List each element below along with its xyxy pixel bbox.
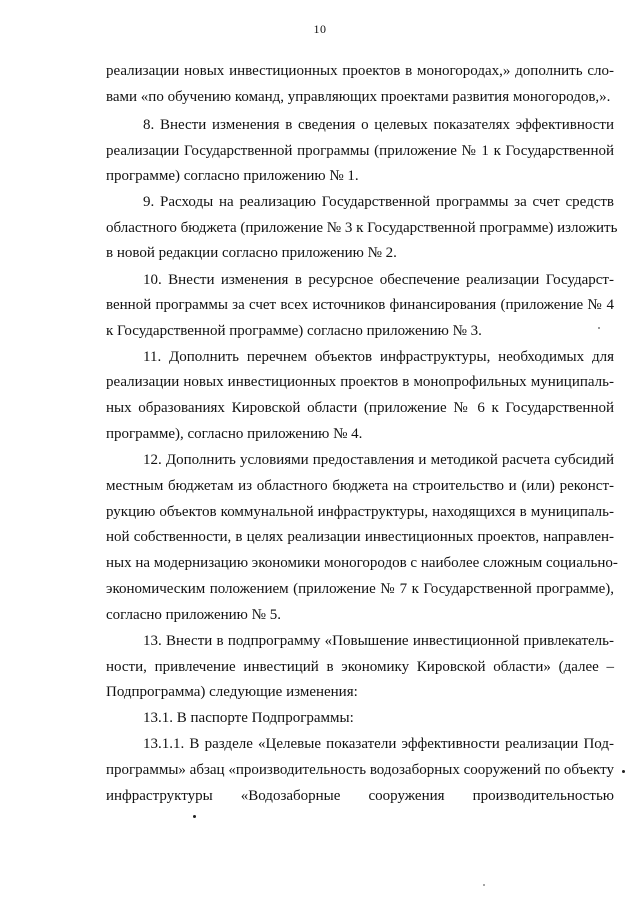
text-line: Подпрограмма) следующие изменения: [106, 684, 358, 700]
text-line: программе) согласно приложению № 1. [106, 168, 359, 184]
text-line: к Государственной программе) согласно приложению № 3. [106, 323, 482, 339]
text-line: ной собственности, в целях реализации инвестиционных проектов, направлен- [106, 529, 614, 545]
text-line: реализации Государственной программы (приложение № 1 к Государственной [106, 143, 614, 159]
text-line: областного бюджета (приложение № 3 к Государственной программе) изложить [106, 220, 618, 236]
page-number: 10 [313, 22, 327, 36]
text-line: экономическим положением (приложение № 7 к Государственной программе), [106, 581, 614, 597]
paragraph-12-start: 12. Дополнить условиями предоставления и методикой расчета субсидий [143, 452, 614, 468]
paragraph-10-start: 10. Внести изменения в ресурсное обеспечение реализации Государст- [143, 272, 614, 288]
text-line: рукцию объектов коммунальной инфраструктуры, находящихся в муниципаль- [106, 504, 614, 520]
paragraph-13-start: 13. Внести в подпрограмму «Повышение инвестиционной привлекатель- [143, 633, 614, 649]
text-line: ных образованиях Кировской области (приложение № 6 к Государственной [106, 400, 614, 416]
text-line: вами «по обучению команд, управляющих проектами развития моногородов,». [106, 89, 611, 105]
text-line: местным бюджетам из областного бюджета на строительство и (или) реконст- [106, 478, 614, 494]
text-line: программе), согласно приложению № 4. [106, 426, 363, 442]
text-line: реализации новых инвестиционных проектов в моногородах,» дополнить сло- [106, 63, 614, 79]
scan-speck [622, 770, 625, 773]
text-line: венной программы за счет всех источников финансирования (приложение № 4 [106, 297, 614, 313]
paragraph-11-start: 11. Дополнить перечнем объектов инфраструктуры, необходимых для [143, 349, 614, 365]
text-line: в новой редакции согласно приложению № 2. [106, 245, 397, 261]
paragraph-9-start: 9. Расходы на реализацию Государственной программы за счет средств [143, 194, 614, 210]
text-line: согласно приложению № 5. [106, 607, 281, 623]
paragraph-13-1-start: 13.1. В паспорте Подпрограммы: [143, 710, 354, 726]
text-line: ных на модернизацию экономики моногородов с наиболее сложным социально- [106, 555, 618, 571]
text-line: программы» абзац «производительность водозаборных сооружений по объекту [106, 762, 614, 778]
paragraph-13-1-1-start: 13.1.1. В разделе «Целевые показатели эффективности реализации Под- [143, 736, 614, 752]
paragraph-8-start: 8. Внести изменения в сведения о целевых показателях эффективности [143, 117, 614, 133]
text-line: инфраструктуры «Водозаборные сооружения производительностью [106, 788, 614, 804]
scan-speck [193, 815, 196, 818]
text-line: реализации новых инвестиционных проектов в монопрофильных муниципаль- [106, 374, 614, 390]
scan-speck [598, 327, 600, 329]
text-line: ности, привлечение инвестиций в экономику Кировской области» (далее – [106, 659, 614, 675]
scan-speck [483, 884, 485, 886]
